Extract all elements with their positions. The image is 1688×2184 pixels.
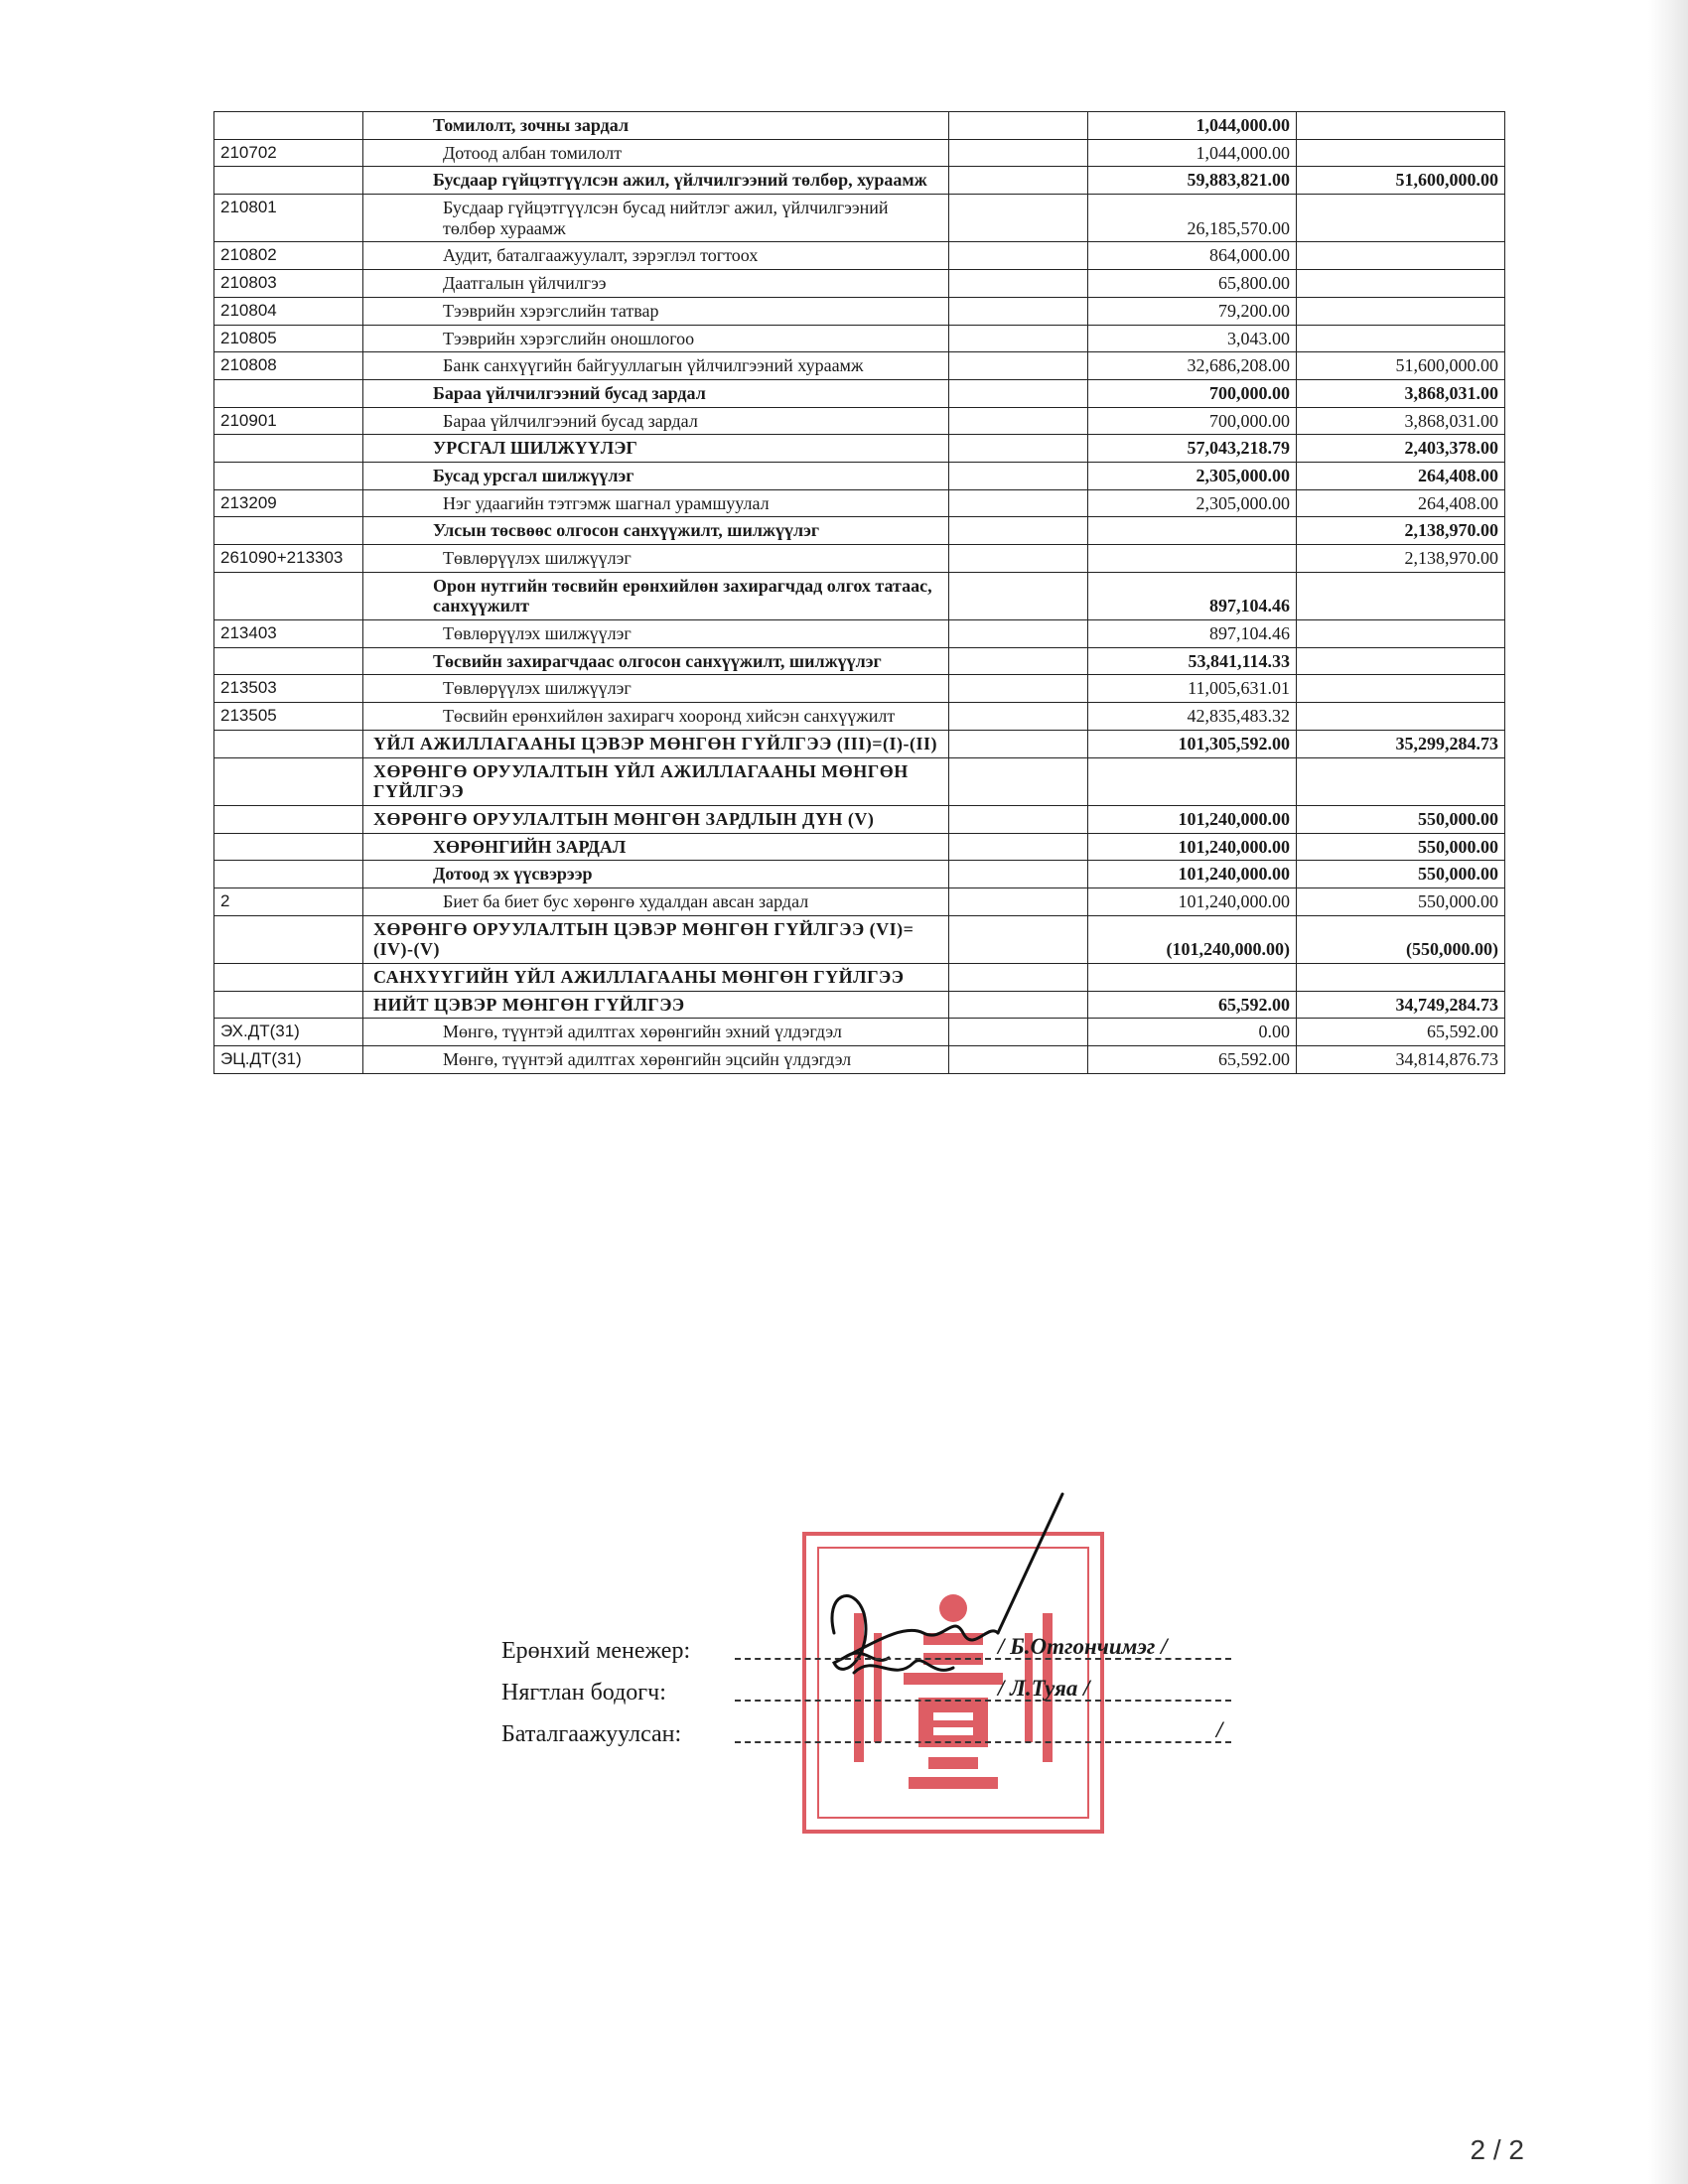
row-blank-cell	[949, 195, 1088, 242]
row-description-cell	[363, 297, 949, 325]
table-row	[214, 517, 1505, 545]
row-description-cell	[363, 991, 949, 1019]
page-edge-shadow	[1648, 0, 1688, 2184]
row-code: 210803	[214, 270, 363, 298]
row-description-cell	[363, 964, 949, 992]
row-amount-current	[1088, 517, 1297, 545]
row-description-cell	[363, 620, 949, 648]
row-code: 2	[214, 887, 363, 915]
row-amount-previous	[1297, 572, 1505, 619]
row-blank-cell	[949, 545, 1088, 573]
table-row	[214, 139, 1505, 167]
row-amount-previous: 3,868,031.00	[1297, 379, 1505, 407]
row-description-cell	[363, 489, 949, 517]
row-amount-previous	[1297, 139, 1505, 167]
row-code: ЭЦ.ДТ(31)	[214, 1046, 363, 1074]
manager-label: Ерөнхий менежер:	[501, 1638, 691, 1664]
row-code: 210901	[214, 407, 363, 435]
row-code	[214, 647, 363, 675]
table-row	[214, 861, 1505, 888]
row-amount-current: 65,800.00	[1088, 270, 1297, 298]
row-code: 210802	[214, 242, 363, 270]
row-blank-cell	[949, 517, 1088, 545]
row-description-cell	[363, 167, 949, 195]
row-amount-previous: 35,299,284.73	[1297, 730, 1505, 757]
accountant-signature-line	[735, 1700, 1231, 1702]
table-row	[214, 379, 1505, 407]
row-description-cell	[363, 517, 949, 545]
row-description-cell	[363, 545, 949, 573]
row-description: Төвлөрүүлэх шилжүүлэг	[443, 623, 632, 644]
verified-signature-line	[735, 1741, 1231, 1743]
verified-signature-row	[501, 1717, 1256, 1763]
row-description: Төвлөрүүлэх шилжүүлэг	[443, 548, 632, 568]
row-description: ХӨРӨНГИЙН ЗАРДАЛ	[433, 836, 627, 857]
table-row	[214, 435, 1505, 463]
table-row	[214, 352, 1505, 380]
row-description: ХӨРӨНГӨ ОРУУЛАЛТЫН МӨНГӨН ЗАРДЛЫН ДҮН (V)	[373, 808, 875, 829]
row-amount-current: 700,000.00	[1088, 407, 1297, 435]
table-row	[214, 675, 1505, 703]
row-code	[214, 112, 363, 140]
table-row	[214, 647, 1505, 675]
page-number: 2 / 2	[1470, 2134, 1524, 2165]
row-description: Мөнгө, түүнтэй адилтгах хөрөнгийн эцсийн үлдэгдэл	[443, 1049, 852, 1070]
row-description-cell	[363, 647, 949, 675]
row-code	[214, 833, 363, 861]
row-blank-cell	[949, 1046, 1088, 1074]
row-code	[214, 861, 363, 888]
cash-flow-table-wrapper	[213, 111, 1504, 1074]
row-amount-previous: 2,138,970.00	[1297, 517, 1505, 545]
row-amount-current: 864,000.00	[1088, 242, 1297, 270]
row-amount-current: 32,686,208.00	[1088, 352, 1297, 380]
row-amount-current: (101,240,000.00)	[1088, 915, 1297, 963]
row-blank-cell	[949, 647, 1088, 675]
row-blank-cell	[949, 242, 1088, 270]
row-description: Тээврийн хэрэгслийн татвар	[443, 300, 659, 321]
table-row	[214, 195, 1505, 242]
row-description: Биет ба биет бус хөрөнгө худалдан авсан зардал	[443, 890, 809, 911]
row-amount-previous	[1297, 270, 1505, 298]
row-code: 261090+213303	[214, 545, 363, 573]
row-amount-previous	[1297, 620, 1505, 648]
row-amount-current: 101,305,592.00	[1088, 730, 1297, 757]
row-amount-previous	[1297, 242, 1505, 270]
row-code	[214, 167, 363, 195]
row-description: Аудит, баталгаажуулалт, зэрэглэл тогтоох	[443, 245, 759, 266]
row-code	[214, 991, 363, 1019]
row-blank-cell	[949, 167, 1088, 195]
accountant-name: / Л.Туяа /	[998, 1676, 1090, 1701]
row-amount-current: 101,240,000.00	[1088, 833, 1297, 861]
row-amount-current: 53,841,114.33	[1088, 647, 1297, 675]
table-row	[214, 270, 1505, 298]
row-blank-cell	[949, 675, 1088, 703]
table-row	[214, 991, 1505, 1019]
row-code: 210805	[214, 325, 363, 352]
row-description-cell	[363, 757, 949, 805]
row-code	[214, 964, 363, 992]
row-description: Улсын төсвөөс олгосон санхүүжилт, шилжүүлэг	[433, 520, 820, 541]
table-row	[214, 964, 1505, 992]
table-row	[214, 1019, 1505, 1046]
row-description: ХӨРӨНГӨ ОРУУЛАЛТЫН ҮЙЛ АЖИЛЛАГААНЫ МӨНГӨН ГҮЙЛГЭЭ	[373, 760, 909, 802]
table-row	[214, 407, 1505, 435]
row-blank-cell	[949, 915, 1088, 963]
accountant-signature-row	[501, 1676, 1256, 1721]
row-description-cell	[363, 887, 949, 915]
row-amount-current	[1088, 964, 1297, 992]
row-amount-previous	[1297, 703, 1505, 731]
row-description-cell	[363, 242, 949, 270]
row-amount-previous	[1297, 297, 1505, 325]
row-amount-current: 1,044,000.00	[1088, 139, 1297, 167]
row-amount-current	[1088, 757, 1297, 805]
row-code	[214, 757, 363, 805]
row-amount-current: 700,000.00	[1088, 379, 1297, 407]
row-blank-cell	[949, 462, 1088, 489]
row-blank-cell	[949, 407, 1088, 435]
row-blank-cell	[949, 112, 1088, 140]
row-description: Даатгалын үйлчилгээ	[443, 273, 607, 294]
row-amount-previous: 51,600,000.00	[1297, 352, 1505, 380]
row-amount-current: 101,240,000.00	[1088, 887, 1297, 915]
row-description-cell	[363, 675, 949, 703]
row-amount-previous: 65,592.00	[1297, 1019, 1505, 1046]
row-description-cell	[363, 195, 949, 242]
row-description-cell	[363, 703, 949, 731]
row-description-cell	[363, 833, 949, 861]
row-description: Төсвийн ерөнхийлөн захирагч хооронд хийсэн санхүүжилт	[443, 706, 896, 727]
row-blank-cell	[949, 703, 1088, 731]
row-amount-current: 59,883,821.00	[1088, 167, 1297, 195]
row-amount-previous	[1297, 757, 1505, 805]
row-amount-previous	[1297, 647, 1505, 675]
row-description: Төвлөрүүлэх шилжүүлэг	[443, 678, 632, 699]
row-description-cell	[363, 352, 949, 380]
row-amount-current: 11,005,631.01	[1088, 675, 1297, 703]
row-amount-previous	[1297, 325, 1505, 352]
verified-name: /	[1216, 1717, 1223, 1742]
row-amount-current: 2,305,000.00	[1088, 489, 1297, 517]
row-description: ҮЙЛ АЖИЛЛАГААНЫ ЦЭВЭР МӨНГӨН ГҮЙЛГЭЭ (III)=(I)-(II)	[373, 733, 938, 753]
row-description: Томилолт, зочны зардал	[433, 115, 630, 135]
row-amount-previous: 34,749,284.73	[1297, 991, 1505, 1019]
row-code	[214, 462, 363, 489]
row-description-cell	[363, 805, 949, 833]
row-amount-previous: 2,138,970.00	[1297, 545, 1505, 573]
row-blank-cell	[949, 270, 1088, 298]
row-amount-previous: (550,000.00)	[1297, 915, 1505, 963]
row-description: НИЙТ ЦЭВЭР МӨНГӨН ГҮЙЛГЭЭ	[373, 994, 685, 1015]
row-amount-previous: 550,000.00	[1297, 805, 1505, 833]
row-description: ХӨРӨНГӨ ОРУУЛАЛТЫН ЦЭВЭР МӨНГӨН ГҮЙЛГЭЭ (VI)=(IV)-(V)	[373, 918, 914, 960]
row-description: Мөнгө, түүнтэй адилтгах хөрөнгийн эхний үлдэгдэл	[443, 1022, 842, 1042]
row-amount-current: 101,240,000.00	[1088, 805, 1297, 833]
row-amount-previous: 550,000.00	[1297, 887, 1505, 915]
manager-name: / Б.Отгончимэг /	[998, 1634, 1168, 1659]
row-amount-current: 3,043.00	[1088, 325, 1297, 352]
signature-block	[501, 1634, 1256, 1763]
row-description-cell	[363, 112, 949, 140]
row-amount-previous: 3,868,031.00	[1297, 407, 1505, 435]
table-row	[214, 545, 1505, 573]
row-amount-current: 1,044,000.00	[1088, 112, 1297, 140]
table-row	[214, 325, 1505, 352]
row-blank-cell	[949, 620, 1088, 648]
row-amount-current: 0.00	[1088, 1019, 1297, 1046]
row-code: 213505	[214, 703, 363, 731]
row-blank-cell	[949, 991, 1088, 1019]
row-amount-current: 79,200.00	[1088, 297, 1297, 325]
row-blank-cell	[949, 805, 1088, 833]
table-row	[214, 887, 1505, 915]
table-row	[214, 462, 1505, 489]
row-description-cell	[363, 1019, 949, 1046]
table-row	[214, 167, 1505, 195]
row-description-cell	[363, 730, 949, 757]
row-description: Банк санхүүгийн байгууллагын үйлчилгээний хураамж	[443, 355, 864, 376]
table-row	[214, 805, 1505, 833]
row-amount-current: 897,104.46	[1088, 572, 1297, 619]
table-row	[214, 489, 1505, 517]
row-amount-previous	[1297, 112, 1505, 140]
row-blank-cell	[949, 861, 1088, 888]
row-blank-cell	[949, 757, 1088, 805]
row-description: УРСГАЛ ШИЛЖҮҮЛЭГ	[433, 438, 637, 459]
row-description: Нэг удаагийн тэтгэмж шагнал урамшуулал	[443, 492, 770, 513]
cash-flow-table	[213, 111, 1505, 1074]
row-blank-cell	[949, 964, 1088, 992]
row-amount-current: 897,104.46	[1088, 620, 1297, 648]
row-amount-current: 57,043,218.79	[1088, 435, 1297, 463]
row-description-cell	[363, 435, 949, 463]
row-code: 210801	[214, 195, 363, 242]
row-description-cell	[363, 462, 949, 489]
row-code: ЭХ.ДТ(31)	[214, 1019, 363, 1046]
row-code: 210808	[214, 352, 363, 380]
row-code: 213503	[214, 675, 363, 703]
row-description: Дотоод албан томилолт	[443, 142, 623, 163]
row-blank-cell	[949, 572, 1088, 619]
row-amount-previous: 550,000.00	[1297, 861, 1505, 888]
row-code	[214, 805, 363, 833]
row-blank-cell	[949, 887, 1088, 915]
row-description: Төсвийн захирагчдаас олгосон санхүүжилт, шилжүүлэг	[433, 650, 882, 671]
row-description: Бараа үйлчилгээний бусад зардал	[443, 410, 698, 431]
row-code	[214, 435, 363, 463]
row-code	[214, 915, 363, 963]
row-blank-cell	[949, 325, 1088, 352]
table-row	[214, 703, 1505, 731]
row-amount-previous	[1297, 195, 1505, 242]
row-description-cell	[363, 572, 949, 619]
row-code	[214, 379, 363, 407]
row-blank-cell	[949, 435, 1088, 463]
table-body	[214, 112, 1505, 1074]
row-amount-previous: 550,000.00	[1297, 833, 1505, 861]
row-blank-cell	[949, 1019, 1088, 1046]
row-blank-cell	[949, 833, 1088, 861]
row-code: 213403	[214, 620, 363, 648]
table-row	[214, 572, 1505, 619]
table-row	[214, 620, 1505, 648]
row-description-cell	[363, 139, 949, 167]
row-code	[214, 730, 363, 757]
row-amount-current	[1088, 545, 1297, 573]
row-code: 210702	[214, 139, 363, 167]
row-code	[214, 572, 363, 619]
row-description: Орон нутгийн төсвийн ерөнхийлөн захирагчдад олгох татаас, санхүүжилт	[433, 575, 932, 616]
row-amount-current: 26,185,570.00	[1088, 195, 1297, 242]
row-description-cell	[363, 1046, 949, 1074]
row-description-cell	[363, 861, 949, 888]
row-description-cell	[363, 379, 949, 407]
table-row	[214, 730, 1505, 757]
row-blank-cell	[949, 730, 1088, 757]
row-amount-previous	[1297, 675, 1505, 703]
row-amount-previous: 34,814,876.73	[1297, 1046, 1505, 1074]
row-blank-cell	[949, 352, 1088, 380]
row-amount-previous: 264,408.00	[1297, 489, 1505, 517]
row-description: Бусдаар гүйцэтгүүлсэн ажил, үйлчилгээний төлбөр, хураамж	[433, 170, 927, 191]
row-blank-cell	[949, 379, 1088, 407]
table-row	[214, 833, 1505, 861]
table-row	[214, 112, 1505, 140]
row-amount-previous: 2,403,378.00	[1297, 435, 1505, 463]
row-amount-current: 65,592.00	[1088, 991, 1297, 1019]
row-code: 210804	[214, 297, 363, 325]
row-code: 213209	[214, 489, 363, 517]
row-description-cell	[363, 915, 949, 963]
row-amount-current: 101,240,000.00	[1088, 861, 1297, 888]
row-description: Бусад урсгал шилжүүлэг	[433, 465, 634, 485]
row-amount-previous	[1297, 964, 1505, 992]
row-blank-cell	[949, 139, 1088, 167]
row-description-cell	[363, 270, 949, 298]
row-description: САНХҮҮГИЙН ҮЙЛ АЖИЛЛАГААНЫ МӨНГӨН ГҮЙЛГЭЭ	[373, 967, 905, 987]
row-code	[214, 517, 363, 545]
row-description: Тээврийн хэрэгслийн оношлогоо	[443, 328, 695, 348]
row-description-cell	[363, 325, 949, 352]
row-blank-cell	[949, 297, 1088, 325]
row-amount-current: 42,835,483.32	[1088, 703, 1297, 731]
row-description: Дотоод эх үүсвэрээр	[433, 864, 593, 885]
row-blank-cell	[949, 489, 1088, 517]
table-row	[214, 297, 1505, 325]
row-description: Бусдаар гүйцэтгүүлсэн бусад нийтлэг ажил, үйлчилгээний төлбөр хураамж	[443, 198, 889, 238]
table-row	[214, 757, 1505, 805]
verified-label: Баталгаажуулсан:	[501, 1721, 682, 1747]
row-description: Бараа үйлчилгээний бусад зардал	[433, 382, 706, 403]
table-row	[214, 1046, 1505, 1074]
row-amount-current: 65,592.00	[1088, 1046, 1297, 1074]
table-row	[214, 915, 1505, 963]
row-description-cell	[363, 407, 949, 435]
row-amount-current: 2,305,000.00	[1088, 462, 1297, 489]
manager-signature-row	[501, 1634, 1256, 1680]
accountant-label: Нягтлан бодогч:	[501, 1680, 666, 1706]
row-amount-previous: 264,408.00	[1297, 462, 1505, 489]
row-amount-previous: 51,600,000.00	[1297, 167, 1505, 195]
table-row	[214, 242, 1505, 270]
